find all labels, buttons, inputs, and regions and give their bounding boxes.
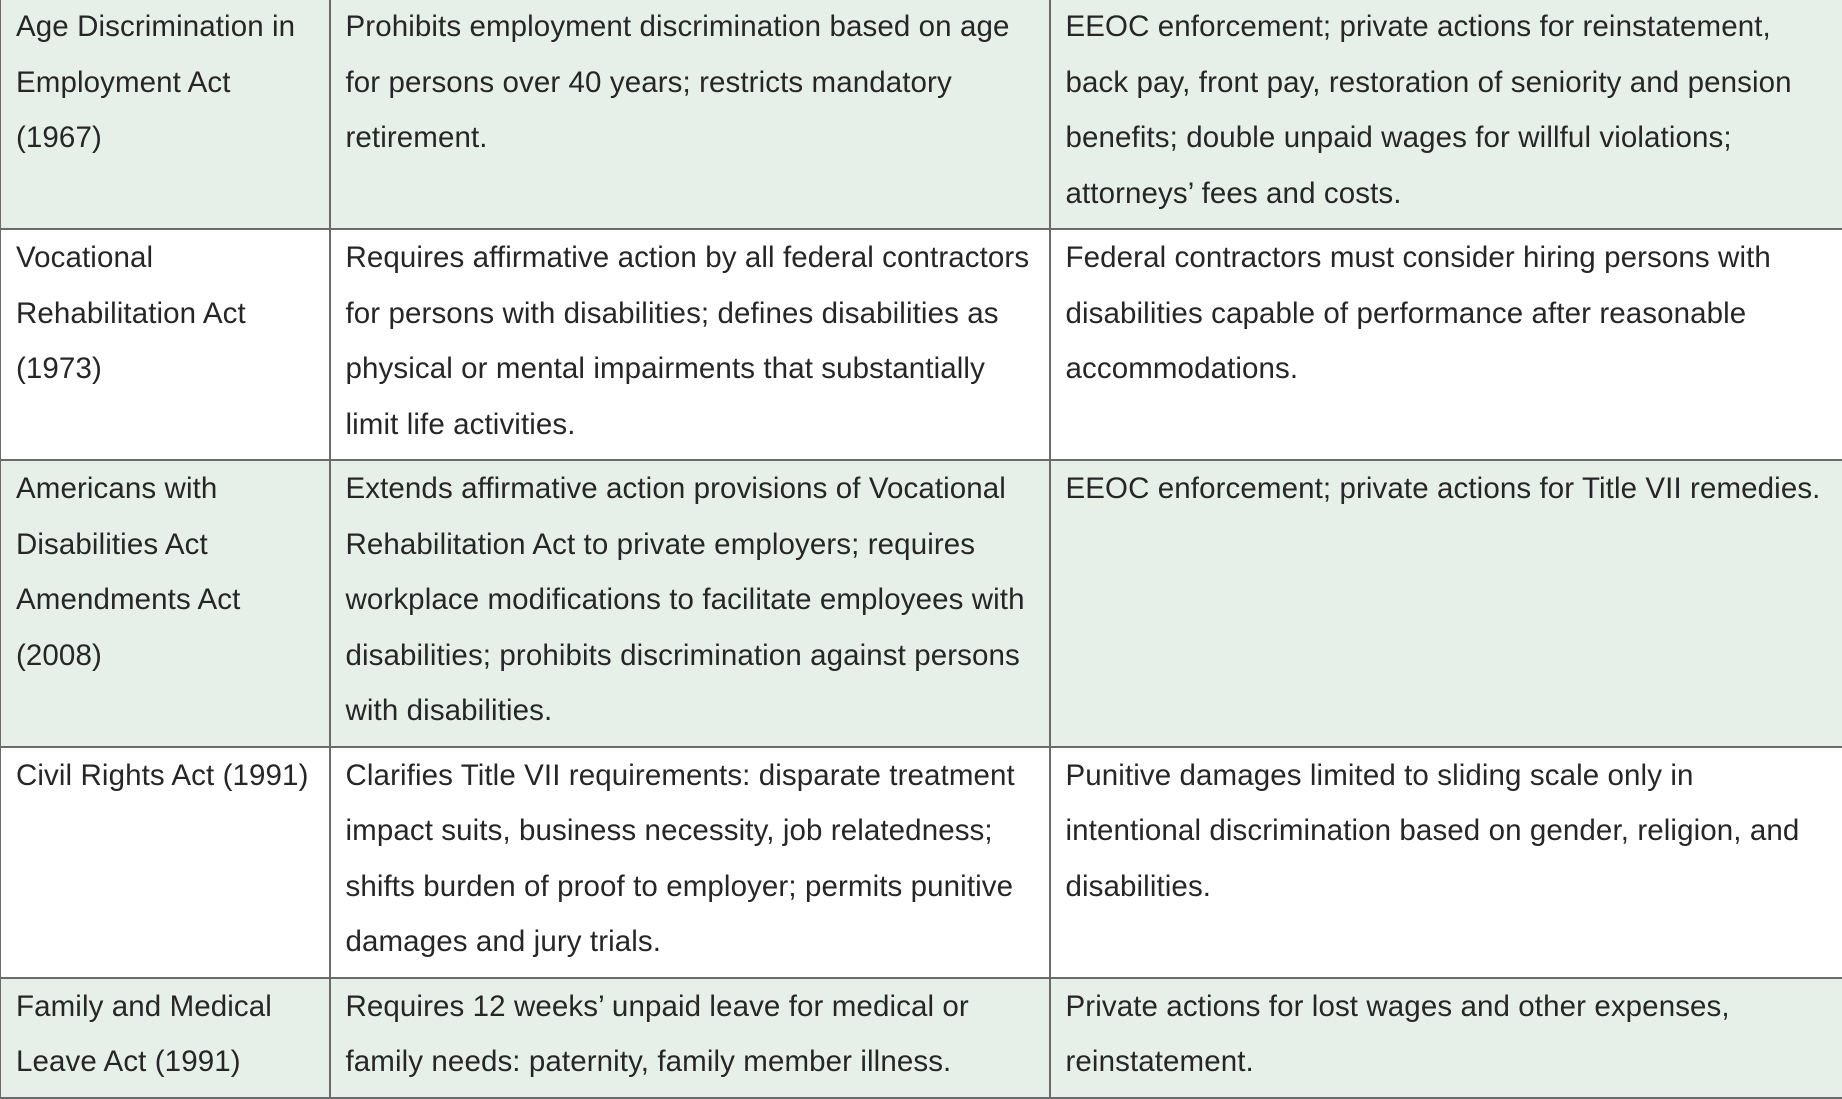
table-row xyxy=(1,978,1842,1098)
act-name-cell: Americans with Disabilities Act Amendments Act (2008) xyxy=(1,460,330,747)
table-row xyxy=(1,460,1842,747)
provisions-cell: Extends affirmative action provisions of Vocational Rehabilitation Act to private employers; requires workplace modifications to facilitate employees with disabilities; prohibits discrimination against persons with disabilities. xyxy=(330,460,1050,747)
remedies-cell: EEOC enforcement; private actions for Title VII remedies. xyxy=(1050,460,1842,747)
remedies-cell: Federal contractors must consider hiring persons with disabilities capable of performance after reasonable accommodations. xyxy=(1050,229,1842,460)
act-name-cell: Civil Rights Act (1991) xyxy=(1,747,330,978)
table-row xyxy=(1,747,1842,978)
provisions-cell: Clarifies Title VII requirements: disparate treatment impact suits, business necessity, job relatedness; shifts burden of proof to employer; permits punitive damages and jury trials. xyxy=(330,747,1050,978)
table-row xyxy=(1,229,1842,460)
provisions-cell: Requires affirmative action by all federal contractors for persons with disabilities; defines disabilities as physical or mental impairments that substantially limit life activities. xyxy=(330,229,1050,460)
act-name-cell: Age Discrimination in Employment Act (1967) xyxy=(1,0,330,229)
remedies-cell: Punitive damages limited to sliding scale only in intentional discrimination based on gender, religion, and disabilities. xyxy=(1050,747,1842,978)
remedies-cell: Private actions for lost wages and other expenses, reinstatement. xyxy=(1050,978,1842,1098)
provisions-cell: Prohibits employment discrimination based on age for persons over 40 years; restricts mandatory retirement. xyxy=(330,0,1050,229)
act-name-cell: Family and Medical Leave Act (1991) xyxy=(1,978,330,1098)
remedies-cell: EEOC enforcement; private actions for reinstatement, back pay, front pay, restoration of seniority and pension benefits; double unpaid wages for willful violations; attorneys’ fees and costs. xyxy=(1050,0,1842,229)
table-row xyxy=(1,0,1842,229)
provisions-cell: Requires 12 weeks’ unpaid leave for medical or family needs: paternity, family member illness. xyxy=(330,978,1050,1098)
act-name-cell: Vocational Rehabilitation Act (1973) xyxy=(1,229,330,460)
